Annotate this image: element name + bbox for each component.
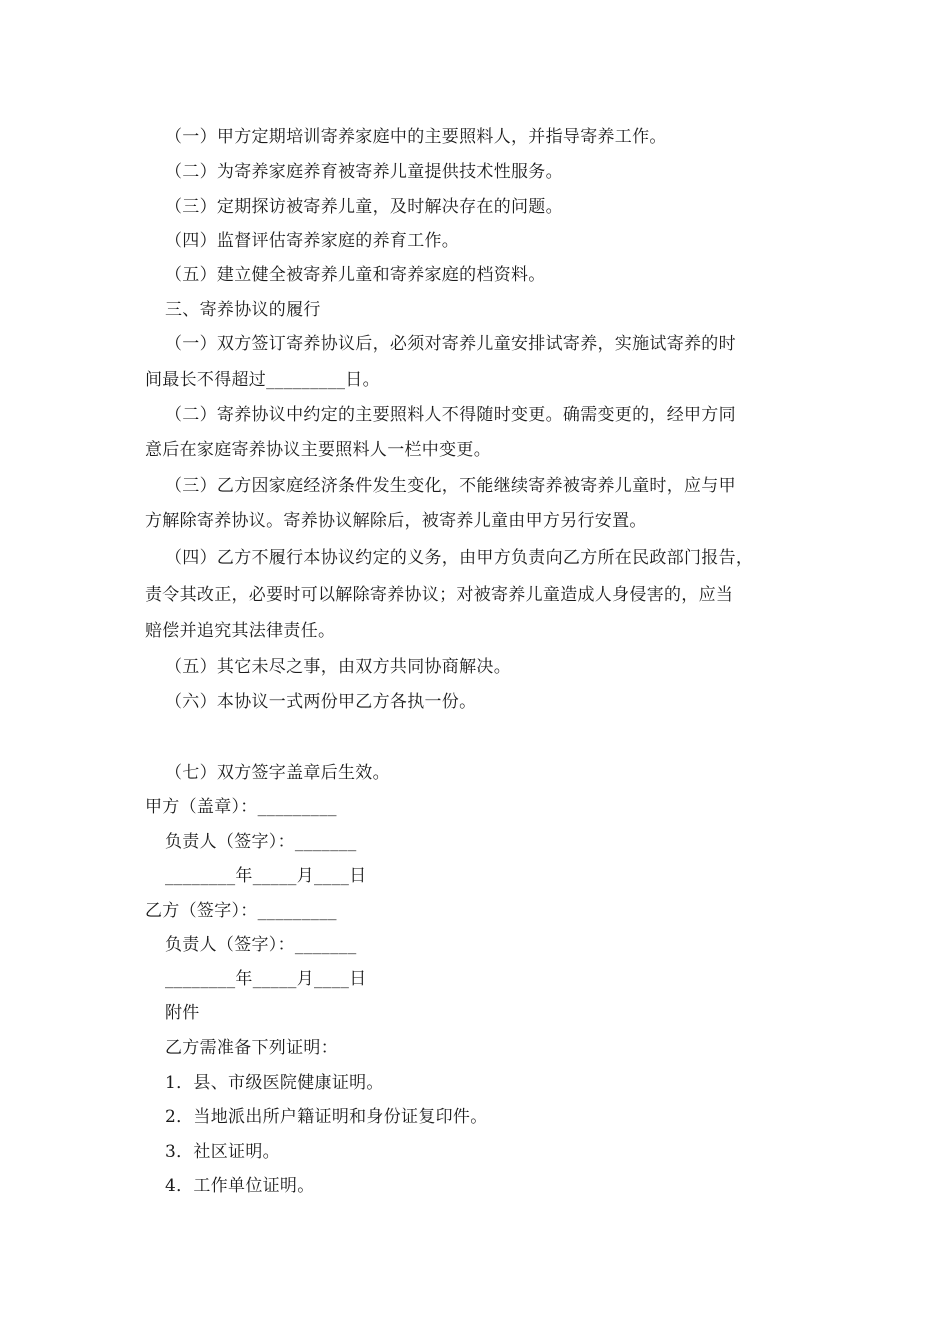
text-line: 意后在家庭寄养协议主要照料人一栏中变更。 bbox=[145, 440, 491, 460]
text-line: （四）乙方不履行本协议约定的义务，由甲方负责向乙方所在民政部门报告， bbox=[165, 548, 754, 568]
party-a-seal-line: 甲方（盖章）：_________ bbox=[145, 797, 337, 817]
text-line: （二）寄养协议中约定的主要照料人不得随时变更。确需变更的，经甲方同 bbox=[165, 405, 736, 425]
text-line: （五）建立健全被寄养儿童和寄养家庭的档资料。 bbox=[165, 265, 546, 285]
text-line: （五）其它未尽之事，由双方共同协商解决。 bbox=[165, 657, 511, 677]
text-line: 乙方需准备下列证明： bbox=[165, 1038, 338, 1058]
section-heading: 三、寄养协议的履行 bbox=[165, 300, 321, 320]
text-line: 赔偿并追究其法律责任。 bbox=[145, 621, 336, 641]
text-line: （三）定期探访被寄养儿童，及时解决存在的问题。 bbox=[165, 197, 563, 217]
list-item: 1．县、市级医院健康证明。 bbox=[165, 1073, 384, 1093]
list-item: 4．工作单位证明。 bbox=[165, 1176, 315, 1196]
party-b-date-line: ________年_____月____日 bbox=[165, 969, 367, 989]
text-line: （七）双方签字盖章后生效。 bbox=[165, 763, 390, 783]
text-line: （一）双方签订寄养协议后，必须对寄养儿童安排试寄养，实施试寄养的时 bbox=[165, 334, 736, 354]
text-line: 责令其改正，必要时可以解除寄养协议；对被寄养儿童造成人身侵害的，应当 bbox=[145, 585, 734, 605]
party-b-sign-line: 乙方（签字）：_________ bbox=[145, 901, 337, 921]
list-item: 3．社区证明。 bbox=[165, 1142, 280, 1162]
list-item: 2．当地派出所户籍证明和身份证复印件。 bbox=[165, 1107, 488, 1127]
text-line: （二）为寄养家庭养育被寄养儿童提供技术性服务。 bbox=[165, 162, 563, 182]
text-line: （四）监督评估寄养家庭的养育工作。 bbox=[165, 231, 460, 251]
party-b-signatory-line: 负责人（签字）：_______ bbox=[165, 935, 357, 955]
text-line: （一）甲方定期培训寄养家庭中的主要照料人，并指导寄养工作。 bbox=[165, 127, 667, 147]
attachment-heading: 附件 bbox=[165, 1003, 200, 1023]
text-line: （三）乙方因家庭经济条件发生变化，不能继续寄养被寄养儿童时，应与甲 bbox=[165, 476, 736, 496]
text-line: 间最长不得超过_________日。 bbox=[145, 370, 380, 390]
text-line: （六）本协议一式两份甲乙方各执一份。 bbox=[165, 692, 477, 712]
party-a-signatory-line: 负责人（签字）：_______ bbox=[165, 832, 357, 852]
party-a-date-line: ________年_____月____日 bbox=[165, 866, 367, 886]
text-line: 方解除寄养协议。寄养协议解除后，被寄养儿童由甲方另行安置。 bbox=[145, 511, 647, 531]
